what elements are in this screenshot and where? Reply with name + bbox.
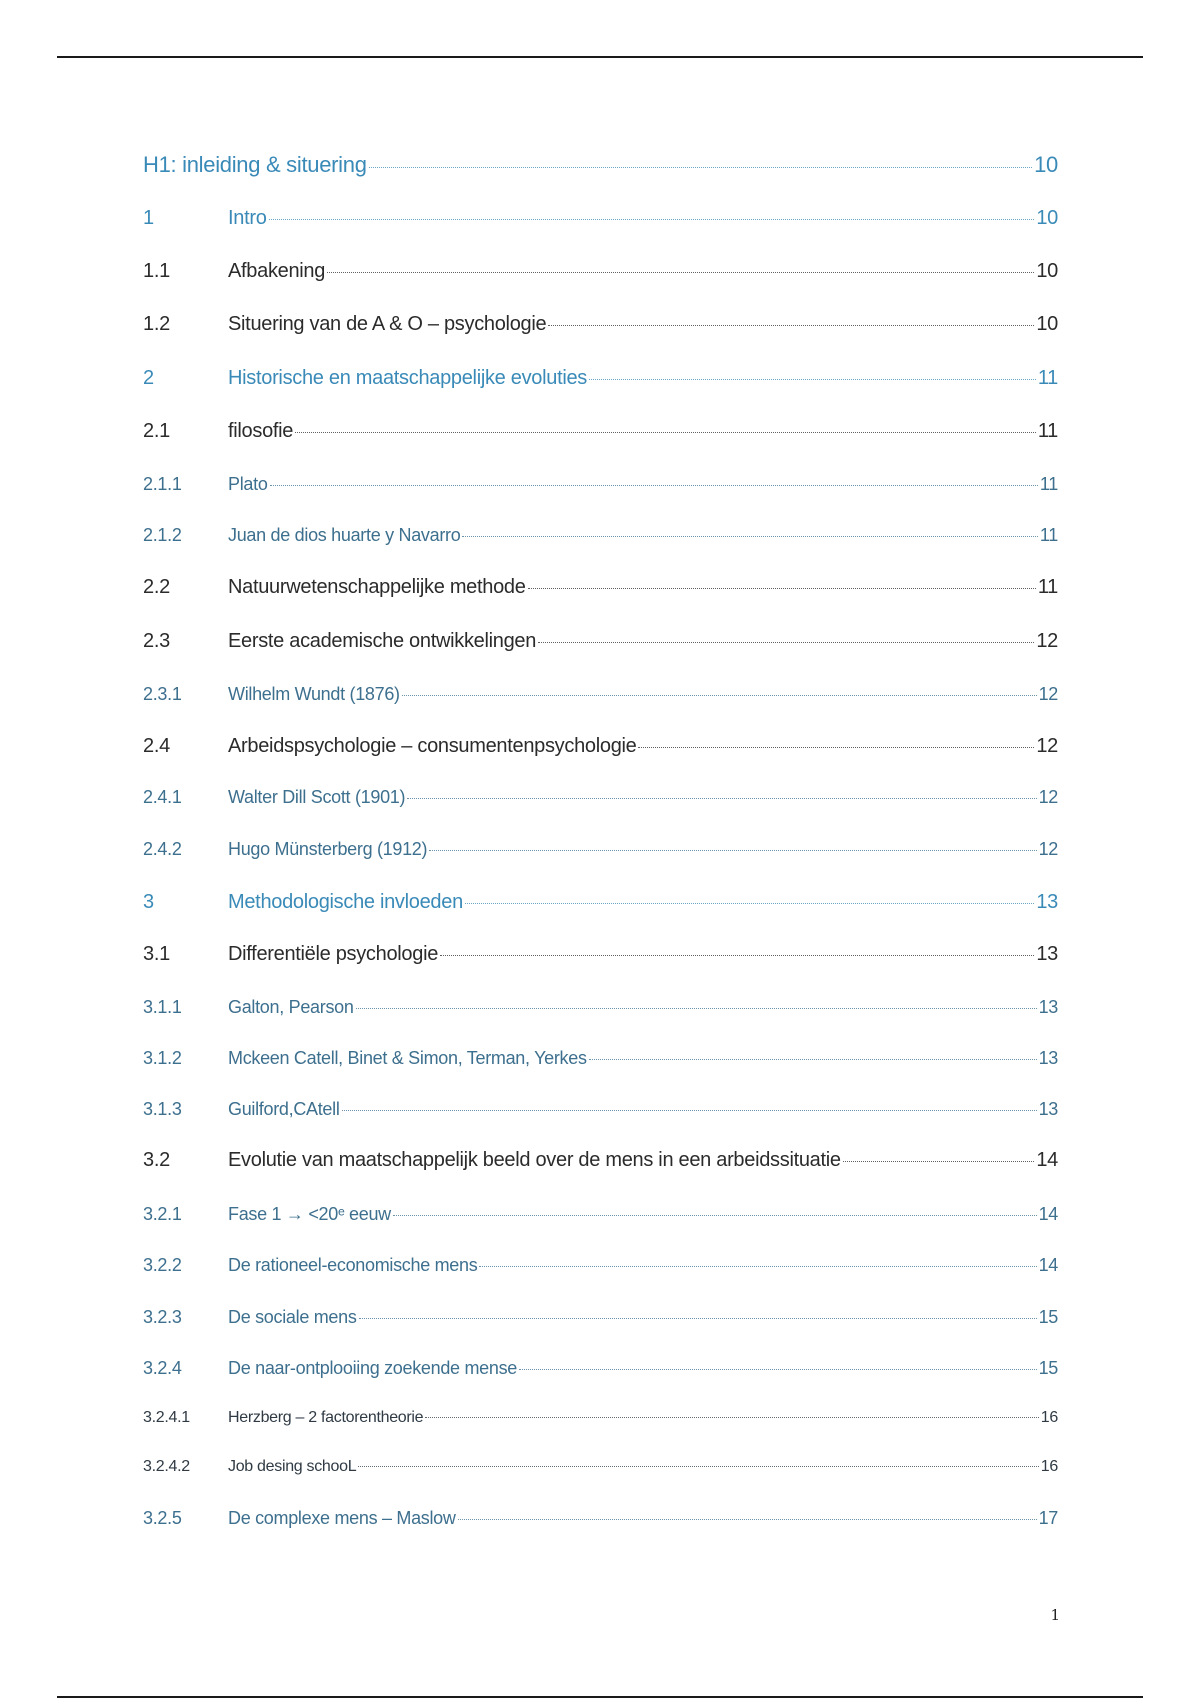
toc-number: 3.2.4.1 bbox=[143, 1409, 190, 1426]
toc-entry[interactable] bbox=[143, 367, 1058, 390]
toc-leader bbox=[402, 695, 1037, 696]
toc-number: 2.4.2 bbox=[143, 839, 182, 859]
toc-page: 10 bbox=[1036, 207, 1058, 229]
toc-number: 3.2.3 bbox=[143, 1307, 182, 1327]
toc-leader bbox=[356, 1008, 1037, 1009]
top-rule bbox=[57, 56, 1143, 58]
toc-page: 12 bbox=[1036, 630, 1058, 652]
toc-leader bbox=[479, 1266, 1036, 1267]
toc-leader bbox=[369, 167, 1032, 168]
toc-leader bbox=[393, 1215, 1037, 1216]
toc-page: 13 bbox=[1036, 943, 1058, 965]
toc-entry[interactable] bbox=[143, 152, 1058, 178]
toc-page: 12 bbox=[1038, 787, 1058, 807]
toc-title: Eerste academische ontwikkelingen bbox=[228, 630, 537, 652]
toc-title: Mckeen Catell, Binet & Simon, Terman, Yerkes bbox=[228, 1048, 587, 1068]
toc-title: De complexe mens – Maslow bbox=[228, 1508, 456, 1528]
toc-entry[interactable] bbox=[143, 1149, 1058, 1172]
toc-title: De naar-ontplooiing zoekende mense bbox=[228, 1358, 517, 1378]
toc-entry[interactable] bbox=[143, 735, 1058, 758]
toc-leader bbox=[327, 272, 1034, 273]
toc-leader bbox=[425, 1417, 1039, 1418]
toc-title: Hugo Münsterberg (1912) bbox=[228, 839, 428, 859]
toc-entry[interactable] bbox=[143, 839, 1058, 860]
toc-entry[interactable] bbox=[143, 525, 1058, 546]
toc-number: 2.1.1 bbox=[143, 474, 182, 494]
toc-title: Fase 1 → <20ᵉ eeuw bbox=[228, 1204, 391, 1224]
toc-leader bbox=[548, 325, 1034, 326]
toc-entry[interactable] bbox=[143, 1508, 1058, 1529]
toc-leader bbox=[589, 1059, 1037, 1060]
toc-leader bbox=[465, 903, 1034, 904]
toc-title: Natuurwetenschappelijke methode bbox=[228, 576, 526, 598]
toc-leader bbox=[589, 379, 1036, 380]
toc-entry[interactable] bbox=[143, 630, 1058, 653]
toc-number: 1.2 bbox=[143, 313, 170, 335]
toc-page: 14 bbox=[1036, 1149, 1058, 1171]
toc-number: 3.2.2 bbox=[143, 1255, 182, 1275]
toc-entry[interactable] bbox=[143, 684, 1058, 705]
toc-number: 2.3 bbox=[143, 630, 170, 652]
toc-number: 2 bbox=[143, 367, 154, 389]
toc-page: 13 bbox=[1038, 1048, 1058, 1068]
toc-entry[interactable] bbox=[143, 1204, 1058, 1225]
toc-number: 3.1.3 bbox=[143, 1099, 182, 1119]
toc-entry[interactable] bbox=[143, 1255, 1058, 1276]
toc-number: 2.4.1 bbox=[143, 787, 182, 807]
toc-entry[interactable] bbox=[143, 943, 1058, 966]
toc-entry[interactable] bbox=[143, 260, 1058, 283]
toc-title: Historische en maatschappelijke evoluties bbox=[228, 367, 587, 389]
toc-number: 3.2.5 bbox=[143, 1508, 182, 1528]
toc-number: 3.1 bbox=[143, 943, 170, 965]
toc-leader bbox=[359, 1318, 1037, 1319]
bottom-rule bbox=[57, 1696, 1143, 1698]
toc-leader bbox=[270, 485, 1038, 486]
toc-number: 2.1.2 bbox=[143, 525, 182, 545]
toc-page: 16 bbox=[1040, 1409, 1058, 1426]
toc-number: 3.2.1 bbox=[143, 1204, 182, 1224]
page-number: 1 bbox=[1050, 1606, 1060, 1624]
toc-number: 1 bbox=[143, 207, 154, 229]
toc-entry[interactable] bbox=[143, 997, 1058, 1018]
toc-title: Wilhelm Wundt (1876) bbox=[228, 684, 400, 704]
toc-page: 13 bbox=[1038, 1099, 1058, 1119]
toc-number: 2.3.1 bbox=[143, 684, 182, 704]
toc-title: Galton, Pearson bbox=[228, 997, 354, 1017]
toc-leader bbox=[528, 588, 1036, 589]
toc-title: Plato bbox=[228, 474, 268, 494]
toc-page: 12 bbox=[1038, 684, 1058, 704]
toc-leader bbox=[638, 747, 1034, 748]
toc-entry[interactable] bbox=[143, 787, 1058, 808]
toc-title: H1: inleiding & situering bbox=[143, 152, 367, 177]
toc-page: 11 bbox=[1037, 367, 1058, 389]
toc-leader bbox=[429, 850, 1036, 851]
toc-entry[interactable] bbox=[143, 1099, 1058, 1120]
toc-page: 10 bbox=[1034, 152, 1058, 177]
toc-leader bbox=[843, 1161, 1035, 1162]
toc-page: 17 bbox=[1038, 1508, 1058, 1528]
toc-page: 15 bbox=[1038, 1307, 1058, 1327]
toc-page: 10 bbox=[1036, 260, 1058, 282]
toc-title: Afbakening bbox=[228, 260, 326, 282]
toc-entry[interactable] bbox=[143, 891, 1058, 914]
toc-entry[interactable] bbox=[143, 1307, 1058, 1328]
toc-page: 11 bbox=[1039, 474, 1058, 494]
toc-number: 1.1 bbox=[143, 260, 170, 282]
toc-entry[interactable] bbox=[143, 207, 1058, 230]
toc-leader bbox=[519, 1369, 1037, 1370]
toc-entry[interactable] bbox=[143, 576, 1058, 599]
toc-entry[interactable] bbox=[143, 474, 1058, 495]
toc-page: 12 bbox=[1038, 839, 1058, 859]
toc-number: 3.2.4 bbox=[143, 1358, 182, 1378]
toc-number: 2.4 bbox=[143, 735, 170, 757]
toc-page: 12 bbox=[1036, 735, 1058, 757]
toc-leader bbox=[295, 432, 1036, 433]
toc-number: 3.2.4.2 bbox=[143, 1458, 190, 1475]
toc-leader bbox=[407, 798, 1036, 799]
toc-entry[interactable] bbox=[143, 313, 1058, 336]
toc-title: filosofie bbox=[228, 420, 294, 442]
toc-title: De sociale mens bbox=[228, 1307, 357, 1327]
toc-leader bbox=[358, 1466, 1038, 1467]
toc-title: Differentiële psychologie bbox=[228, 943, 439, 965]
toc-leader bbox=[458, 1519, 1037, 1520]
toc-entry[interactable] bbox=[143, 1458, 1058, 1476]
toc-number: 3 bbox=[143, 891, 154, 913]
toc-page: 11 bbox=[1037, 420, 1058, 442]
toc-title: Herzberg – 2 factorentheorie bbox=[228, 1409, 424, 1426]
toc-title: Juan de dios huarte y Navarro bbox=[228, 525, 461, 545]
toc-leader bbox=[342, 1110, 1037, 1111]
toc-title: Walter Dill Scott (1901) bbox=[228, 787, 406, 807]
toc-page: 11 bbox=[1039, 525, 1058, 545]
toc-page: 13 bbox=[1038, 997, 1058, 1017]
toc-title: Guilford,CAtell bbox=[228, 1099, 340, 1119]
toc-entry[interactable] bbox=[143, 420, 1058, 443]
toc-title: De rationeel-economische mens bbox=[228, 1255, 478, 1275]
toc-title: Intro bbox=[228, 207, 267, 229]
toc-page: 11 bbox=[1037, 576, 1058, 598]
toc-number: 3.2 bbox=[143, 1149, 170, 1171]
toc-page: 14 bbox=[1038, 1204, 1058, 1224]
toc-leader bbox=[440, 955, 1034, 956]
toc-number: 2.1 bbox=[143, 420, 170, 442]
toc-entry[interactable] bbox=[143, 1409, 1058, 1427]
toc-page: 14 bbox=[1038, 1255, 1058, 1275]
toc-leader bbox=[269, 219, 1035, 220]
toc-number: 3.1.2 bbox=[143, 1048, 182, 1068]
toc-page: 13 bbox=[1036, 891, 1058, 913]
toc-title: Arbeidspsychologie – consumentenpsychologie bbox=[228, 735, 637, 757]
toc-page: 16 bbox=[1040, 1458, 1058, 1475]
toc-number: 2.2 bbox=[143, 576, 170, 598]
toc-title: Methodologische invloeden bbox=[228, 891, 463, 913]
toc-page: 10 bbox=[1036, 313, 1058, 335]
toc-entry[interactable] bbox=[143, 1048, 1058, 1069]
toc-leader bbox=[538, 642, 1034, 643]
toc-entry[interactable] bbox=[143, 1358, 1058, 1379]
toc-title: Job desing schooL bbox=[228, 1458, 357, 1475]
toc-page: 15 bbox=[1038, 1358, 1058, 1378]
toc-leader bbox=[462, 536, 1037, 537]
toc-title: Evolutie van maatschappelijk beeld over de mens in een arbeidssituatie bbox=[228, 1149, 841, 1171]
toc-title: Situering van de A & O – psychologie bbox=[228, 313, 547, 335]
toc-number: 3.1.1 bbox=[143, 997, 182, 1017]
